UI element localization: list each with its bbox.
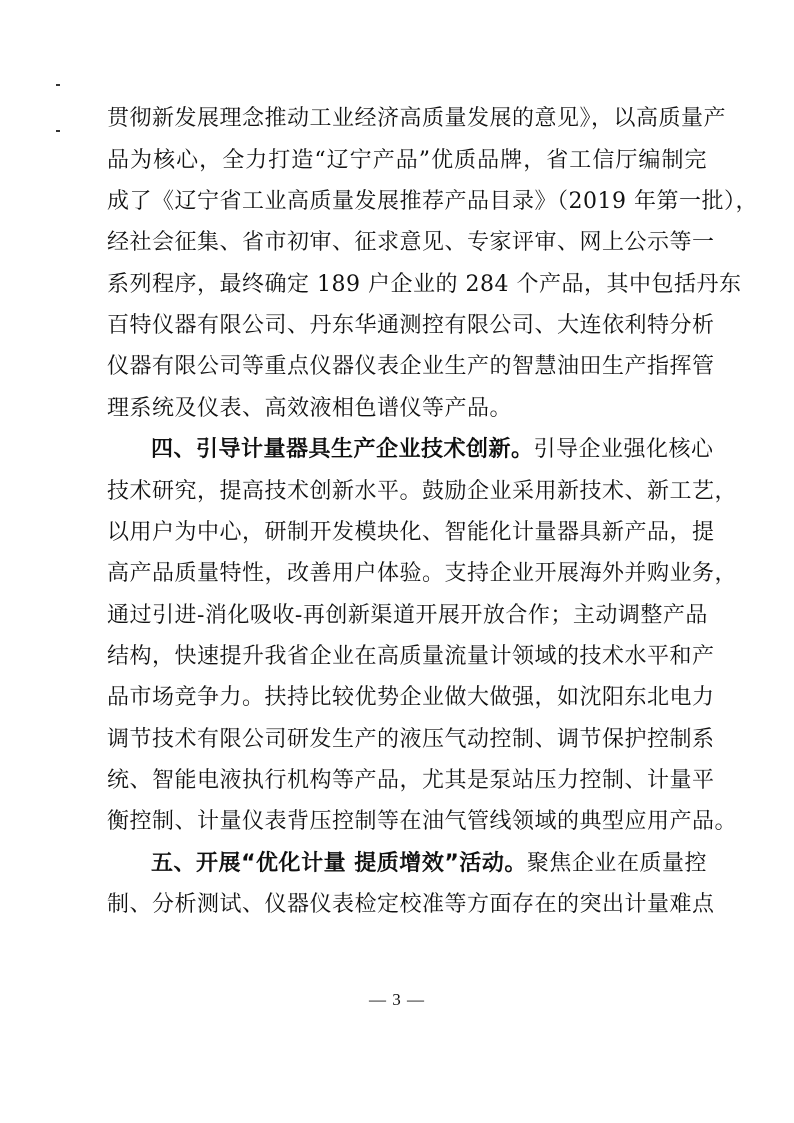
scan-mark — [56, 130, 60, 132]
paragraph-line: 仪器有限公司等重点仪器仪表企业生产的智慧油田生产指挥管 — [107, 354, 715, 379]
paragraph-line: 衡控制、计量仪表背压控制等在油气管线领域的典型应用产品。 — [107, 809, 738, 834]
paragraph-text: 引导企业强化核心 — [533, 437, 714, 462]
scan-mark — [56, 84, 60, 86]
paragraph-line: 经社会征集、省市初审、征求意见、专家评审、网上公示等一 — [107, 230, 715, 255]
paragraph-line: 以用户为中心，研制开发模块化、智能化计量器具新产品，提 — [107, 520, 715, 545]
page-number: — 3 — — [369, 990, 425, 1009]
section-heading: 四、引导计量器具生产企业技术创新。 — [151, 437, 534, 462]
paragraph-text: 聚焦企业在质量控 — [526, 851, 707, 876]
paragraph-line: 结构，快速提升我省企业在高质量流量计领域的技术水平和产 — [107, 644, 715, 669]
paragraph-line: 系列程序，最终确定 189 户企业的 284 个产品，其中包括丹东 — [107, 272, 742, 297]
paragraph-line: 百特仪器有限公司、丹东华通测控有限公司、大连依利特分析 — [107, 313, 715, 338]
paragraph-line-with-heading — [151, 848, 707, 880]
section-heading: 五、开展“优化计量 提质增效”活动。 — [151, 851, 527, 876]
paragraph-line: 品为核心，全力打造“辽宁产品”优质品牌，省工信厅编制完 — [107, 148, 707, 173]
paragraph-line: 制、分析测试、仪器仪表检定校准等方面存在的突出计量难点 — [107, 892, 715, 917]
paragraph-line: 成了《辽宁省工业高质量发展推荐产品目录》（2019 年第一批）， — [107, 189, 758, 214]
paragraph-line-with-heading — [151, 434, 714, 466]
paragraph-line: 调节技术有限公司研发生产的液压气动控制、调节保护控制系 — [107, 727, 715, 752]
paragraph-line: 技术研究，提高技术创新水平。鼓励企业采用新技术、新工艺， — [107, 479, 738, 504]
paragraph-line: 统、智能电液执行机构等产品，尤其是泵站压力控制、计量平 — [107, 768, 715, 793]
paragraph-line: 理系统及仪表、高效液相色谱仪等产品。 — [107, 396, 513, 421]
paragraph-line: 贯彻新发展理念推动工业经济高质量发展的意见》，以高质量产 — [107, 106, 727, 131]
paragraph-line: 高产品质量特性，改善用户体验。支持企业开展海外并购业务， — [107, 561, 738, 586]
paragraph-line: 通过引进-消化吸收-再创新渠道开展开放合作；主动调整产品 — [107, 603, 708, 628]
paragraph-line: 品市场竞争力。扶持比较优势企业做大做强，如沈阳东北电力 — [107, 685, 715, 710]
